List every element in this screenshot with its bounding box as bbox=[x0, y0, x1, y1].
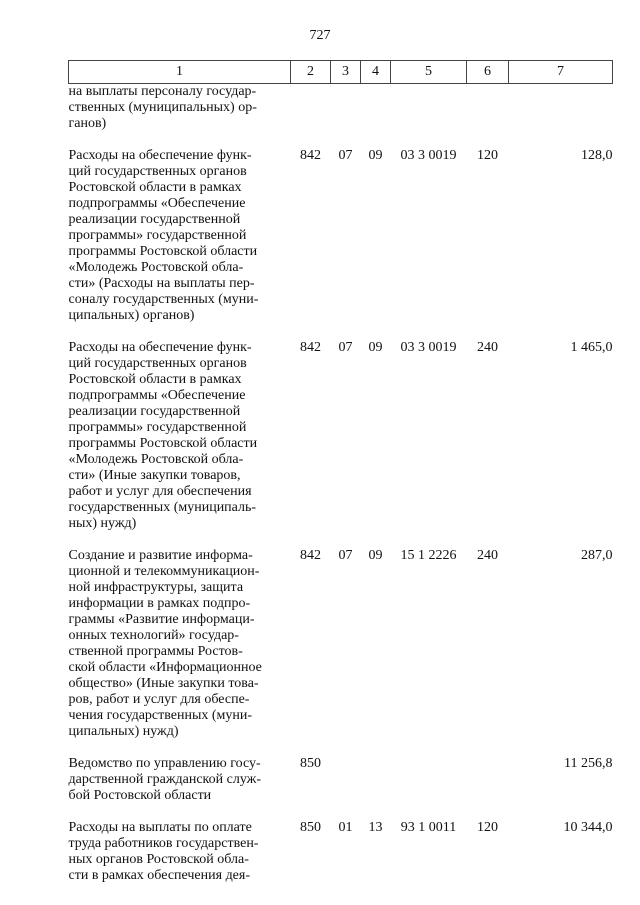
header-col-6: 6 bbox=[467, 61, 509, 84]
row-expense-type bbox=[467, 756, 509, 804]
header-row bbox=[69, 61, 613, 84]
row-section: 01 bbox=[338, 820, 353, 835]
row-amount bbox=[509, 84, 613, 133]
table-row bbox=[69, 84, 613, 133]
table-body bbox=[69, 84, 613, 885]
row-ministry-code: 842 bbox=[300, 148, 321, 163]
row-ministry-code: 842 bbox=[300, 340, 321, 355]
row-target-article: 93 1 0011 bbox=[400, 820, 457, 835]
table-row bbox=[69, 548, 613, 740]
row-subsection: 09 bbox=[368, 148, 383, 163]
row-amount: 287,0 bbox=[581, 548, 613, 563]
table-header bbox=[69, 61, 613, 84]
row-description: на выплаты персоналу государ- ственных (муниципальных) ор- ганов) bbox=[68, 84, 257, 131]
row-subsection: 09 bbox=[368, 548, 383, 563]
row-amount: 11 256,8 bbox=[564, 756, 613, 771]
budget-table bbox=[68, 60, 613, 884]
row-target-article: 03 3 0019 bbox=[400, 148, 457, 163]
row-subsection: 13 bbox=[368, 820, 383, 835]
row-ministry-code: 850 bbox=[300, 820, 321, 835]
row-section: 07 bbox=[338, 148, 353, 163]
spacer-cell bbox=[69, 740, 613, 756]
row-expense-type bbox=[467, 84, 509, 133]
spacer-cell bbox=[69, 804, 613, 820]
spacer-cell bbox=[69, 324, 613, 340]
row-section bbox=[331, 756, 361, 804]
row-spacer bbox=[69, 740, 613, 756]
spacer-cell bbox=[69, 532, 613, 548]
row-ministry-code: 842 bbox=[300, 548, 321, 563]
row-subsection bbox=[361, 756, 391, 804]
row-spacer bbox=[69, 532, 613, 548]
page-number: 727 bbox=[309, 28, 331, 43]
row-spacer bbox=[69, 324, 613, 340]
spacer-cell bbox=[69, 132, 613, 148]
row-description: Расходы на обеспечение функ- ций государственных органов Ростовской области в рамках подпрограммы «Обеспечение реализации государственной программы» государственной программы Ростовской области «Молодежь Ростовской обла- сти» (Расходы на выплаты пер- соналу государственных (муни- ципальных) органов) bbox=[68, 148, 259, 323]
header-col-4: 4 bbox=[361, 61, 391, 84]
row-ministry-code: 850 bbox=[300, 756, 321, 771]
row-expense-type: 240 bbox=[477, 340, 498, 355]
header-col-2: 2 bbox=[291, 61, 331, 84]
row-spacer bbox=[69, 804, 613, 820]
row-description: Создание и развитие информа- ционной и телекоммуникацион- ной инфраструктуры, защита информации в рамках подпро- граммы «Развитие информаци- онных технологий» государ- ственной программы Ростов- ской области «Информационное общество» (Иные закупки това- ров, работ и услуг для обеспе- чения государственных (муни- ципальных) нужд) bbox=[68, 548, 262, 739]
row-target-article bbox=[391, 84, 467, 133]
row-subsection: 09 bbox=[368, 340, 383, 355]
row-description: Расходы на выплаты по оплате труда работников государствен- ных органов Ростовской обла- сти в рамках обеспечения дея- bbox=[68, 820, 259, 883]
row-amount: 1 465,0 bbox=[570, 340, 613, 355]
table-row bbox=[69, 340, 613, 532]
header-col-5: 5 bbox=[391, 61, 467, 84]
row-target-article: 03 3 0019 bbox=[400, 340, 457, 355]
row-amount: 10 344,0 bbox=[563, 820, 613, 835]
row-section: 07 bbox=[338, 340, 353, 355]
row-description: Ведомство по управлению госу- дарственной гражданской служ- бой Ростовской области bbox=[68, 756, 261, 803]
row-subsection bbox=[361, 84, 391, 133]
header-col-1: 1 bbox=[69, 61, 291, 84]
row-expense-type: 240 bbox=[477, 548, 498, 563]
header-col-7: 7 bbox=[509, 61, 613, 84]
header-col-3: 3 bbox=[331, 61, 361, 84]
row-ministry-code bbox=[291, 84, 331, 133]
row-expense-type: 120 bbox=[477, 820, 498, 835]
row-expense-type: 120 bbox=[477, 148, 498, 163]
row-section bbox=[331, 84, 361, 133]
row-spacer bbox=[69, 132, 613, 148]
row-amount: 128,0 bbox=[581, 148, 613, 163]
table-row bbox=[69, 148, 613, 324]
row-target-article: 15 1 2226 bbox=[400, 548, 457, 563]
row-target-article bbox=[391, 756, 467, 804]
table-row bbox=[69, 756, 613, 804]
row-description: Расходы на обеспечение функ- ций государственных органов Ростовской области в рамках подпрограммы «Обеспечение реализации государственной программы» государственной программы Ростовской области «Молодежь Ростовской обла- сти» (Иные закупки товаров, работ и услуг для обеспечения государственных (муниципаль- ных) нужд) bbox=[68, 340, 258, 531]
table-row bbox=[69, 820, 613, 884]
row-section: 07 bbox=[338, 548, 353, 563]
